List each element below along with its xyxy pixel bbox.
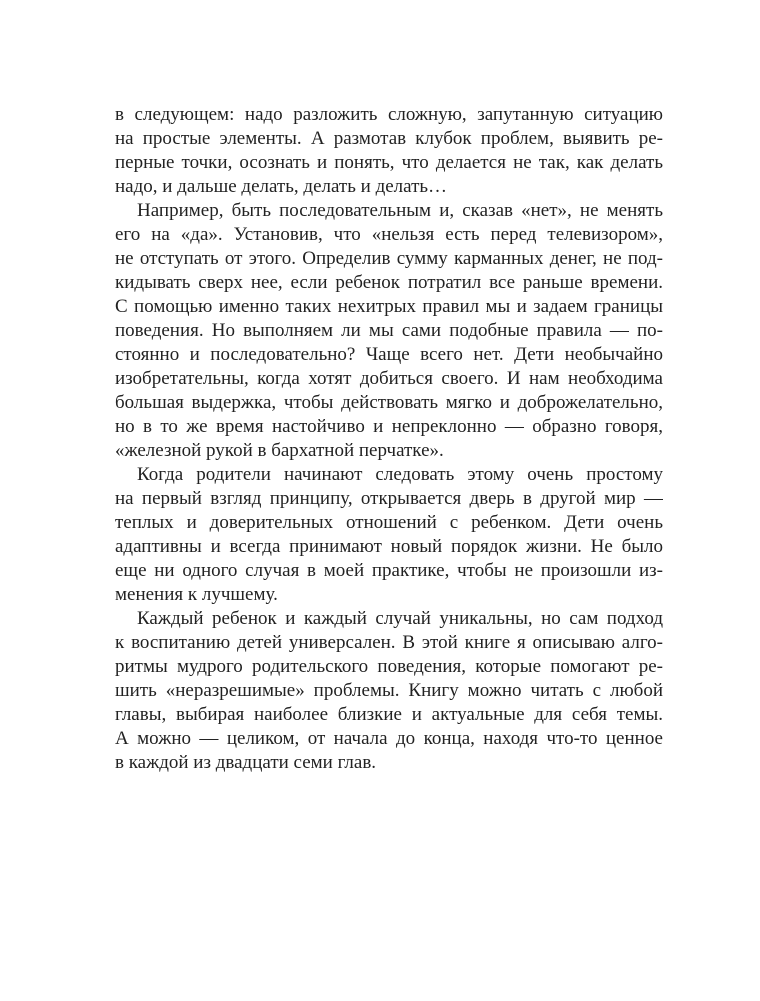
text-line: «железной рукой в бархатной перчатке». [115, 440, 444, 461]
text-line: в каждой из двадцати семи глав. [115, 752, 377, 773]
text-line: не отступать от этого. Определив сумму карманных денег, не под- [115, 248, 663, 269]
paragraph [115, 103, 663, 199]
text-line: еще ни одного случая в моей практике, чтобы не произошли из- [115, 560, 663, 581]
text-line: на простые элементы. А размотав клубок проблем, выявить ре- [115, 128, 663, 149]
text-line: А можно — целиком, от начала до конца, находя что-то ценное [115, 728, 663, 749]
text-line: менения к лучшему. [115, 584, 278, 605]
text-line: большая выдержка, чтобы действовать мягко и доброжелательно, [115, 392, 663, 413]
text-line: надо, и дальше делать, делать и делать… [115, 176, 448, 197]
text-line: шить «неразрешимые» проблемы. Книгу можно читать с любой [115, 680, 663, 701]
text-line: поведения. Но выполняем ли мы сами подобные правила — по- [115, 320, 663, 341]
text-line: теплых и доверительных отношений с ребенком. Дети очень [115, 512, 663, 533]
text-line: адаптивны и всегда принимают новый порядок жизни. Не было [115, 536, 663, 557]
text-line: кидывать сверх нее, если ребенок потратил все раньше времени. [115, 272, 663, 293]
text-line: стоянно и последовательно? Чаще всего нет. Дети необычайно [115, 344, 663, 365]
text-line: в следующем: надо разложить сложную, запутанную ситуацию [115, 104, 663, 125]
text-line: Когда родители начинают следовать этому очень простому [137, 464, 663, 485]
text-line: С помощью именно таких нехитрых правил мы и задаем границы [115, 296, 663, 317]
text-line: его на «да». Установив, что «нельзя есть перед телевизором», [115, 224, 663, 245]
text-line: изобретательны, когда хотят добиться своего. И нам необходима [115, 368, 663, 389]
text-line: главы, выбирая наиболее близкие и актуальные для себя темы. [115, 704, 663, 725]
text-line: но в то же время настойчиво и непреклонно — образно говоря, [115, 416, 663, 437]
paragraph [115, 199, 663, 463]
text-block [115, 103, 663, 775]
text-line: Каждый ребенок и каждый случай уникальны, но сам подход [137, 608, 663, 629]
paragraph [115, 463, 663, 607]
text-line: к воспитанию детей универсален. В этой книге я описываю алго- [115, 632, 663, 653]
paragraph [115, 607, 663, 775]
text-line: перные точки, осознать и понять, что делается не так, как делать [115, 152, 663, 173]
text-line: Например, быть последовательным и, сказав «нет», не менять [137, 200, 663, 221]
text-line: на первый взгляд принципу, открывается дверь в другой мир — [115, 488, 663, 509]
text-line: ритмы мудрого родительского поведения, которые помогают ре- [115, 656, 663, 677]
